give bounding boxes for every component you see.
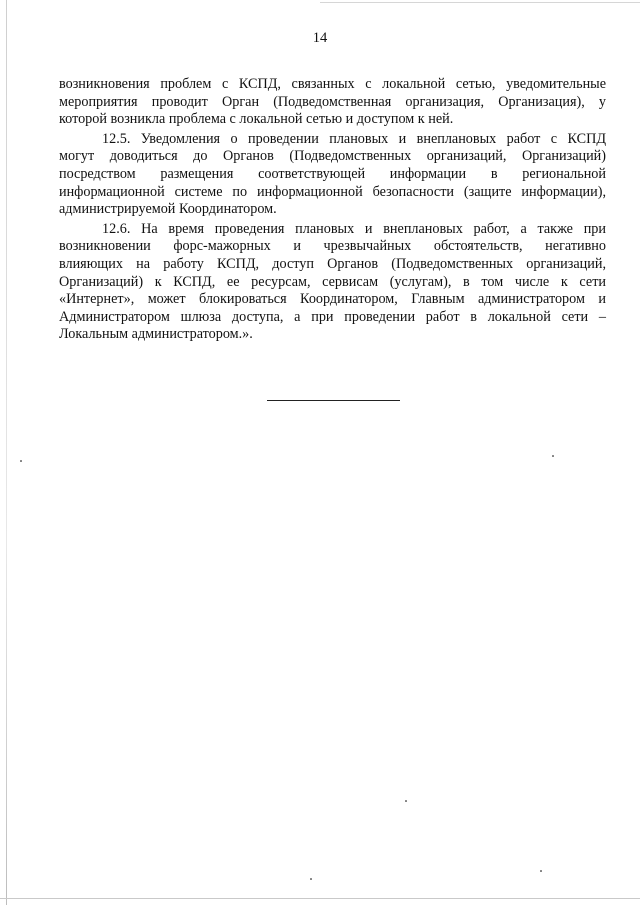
text-line: «Интернет», может блокироваться Координатором, Главным администратором и (59, 291, 606, 308)
text-line: могут доводиться до Органов (Подведомственных организаций, Организаций) (59, 148, 606, 165)
scan-speck (310, 878, 312, 880)
text-line: администрируемой Координатором. (59, 201, 277, 218)
end-separator-line (267, 400, 400, 401)
scan-edge-bottom (0, 898, 640, 899)
paragraph-12-6 (59, 221, 606, 344)
text-line: 12.5. Уведомления о проведении плановых и внеплановых работ с КСПД (102, 130, 606, 147)
text-line: влияющих на работу КСПД, доступ Органов (Подведомственных организаций, (59, 255, 606, 272)
document-body (59, 76, 606, 346)
scan-edge-left (6, 0, 7, 905)
text-line: посредством размещения соответствующей информации в региональной (59, 165, 606, 182)
text-line: Администратором шлюза доступа, а при проведении работ в локальной сети – (59, 308, 606, 325)
text-line: возникновении форс-мажорных и чрезвычайных обстоятельств, негативно (59, 238, 606, 255)
text-line: мероприятия проводит Орган (Подведомственная организация, Организация), у (59, 93, 606, 110)
text-line: 12.6. На время проведения плановых и внеплановых работ, а также при (102, 220, 606, 237)
text-line: Локальным администратором.». (59, 326, 253, 343)
scan-speck (405, 800, 407, 802)
text-line: информационной системе по информационной безопасности (защите информации), (59, 183, 606, 200)
text-line: которой возникла проблема с локальной сетью и доступом к ней. (59, 111, 454, 128)
paragraph-12-5 (59, 131, 606, 219)
scan-speck (552, 455, 554, 457)
text-line: возникновения проблем с КСПД, связанных с локальной сетью, уведомительные (59, 76, 606, 92)
scan-edge-top (320, 2, 640, 3)
scan-speck (540, 870, 542, 872)
text-line: Организаций) к КСПД, ее ресурсам, сервисам (услугам), в том числе к сети (59, 273, 606, 290)
scan-speck (20, 460, 22, 462)
paragraph-continuation (59, 76, 606, 129)
page-number: 14 (312, 30, 328, 46)
